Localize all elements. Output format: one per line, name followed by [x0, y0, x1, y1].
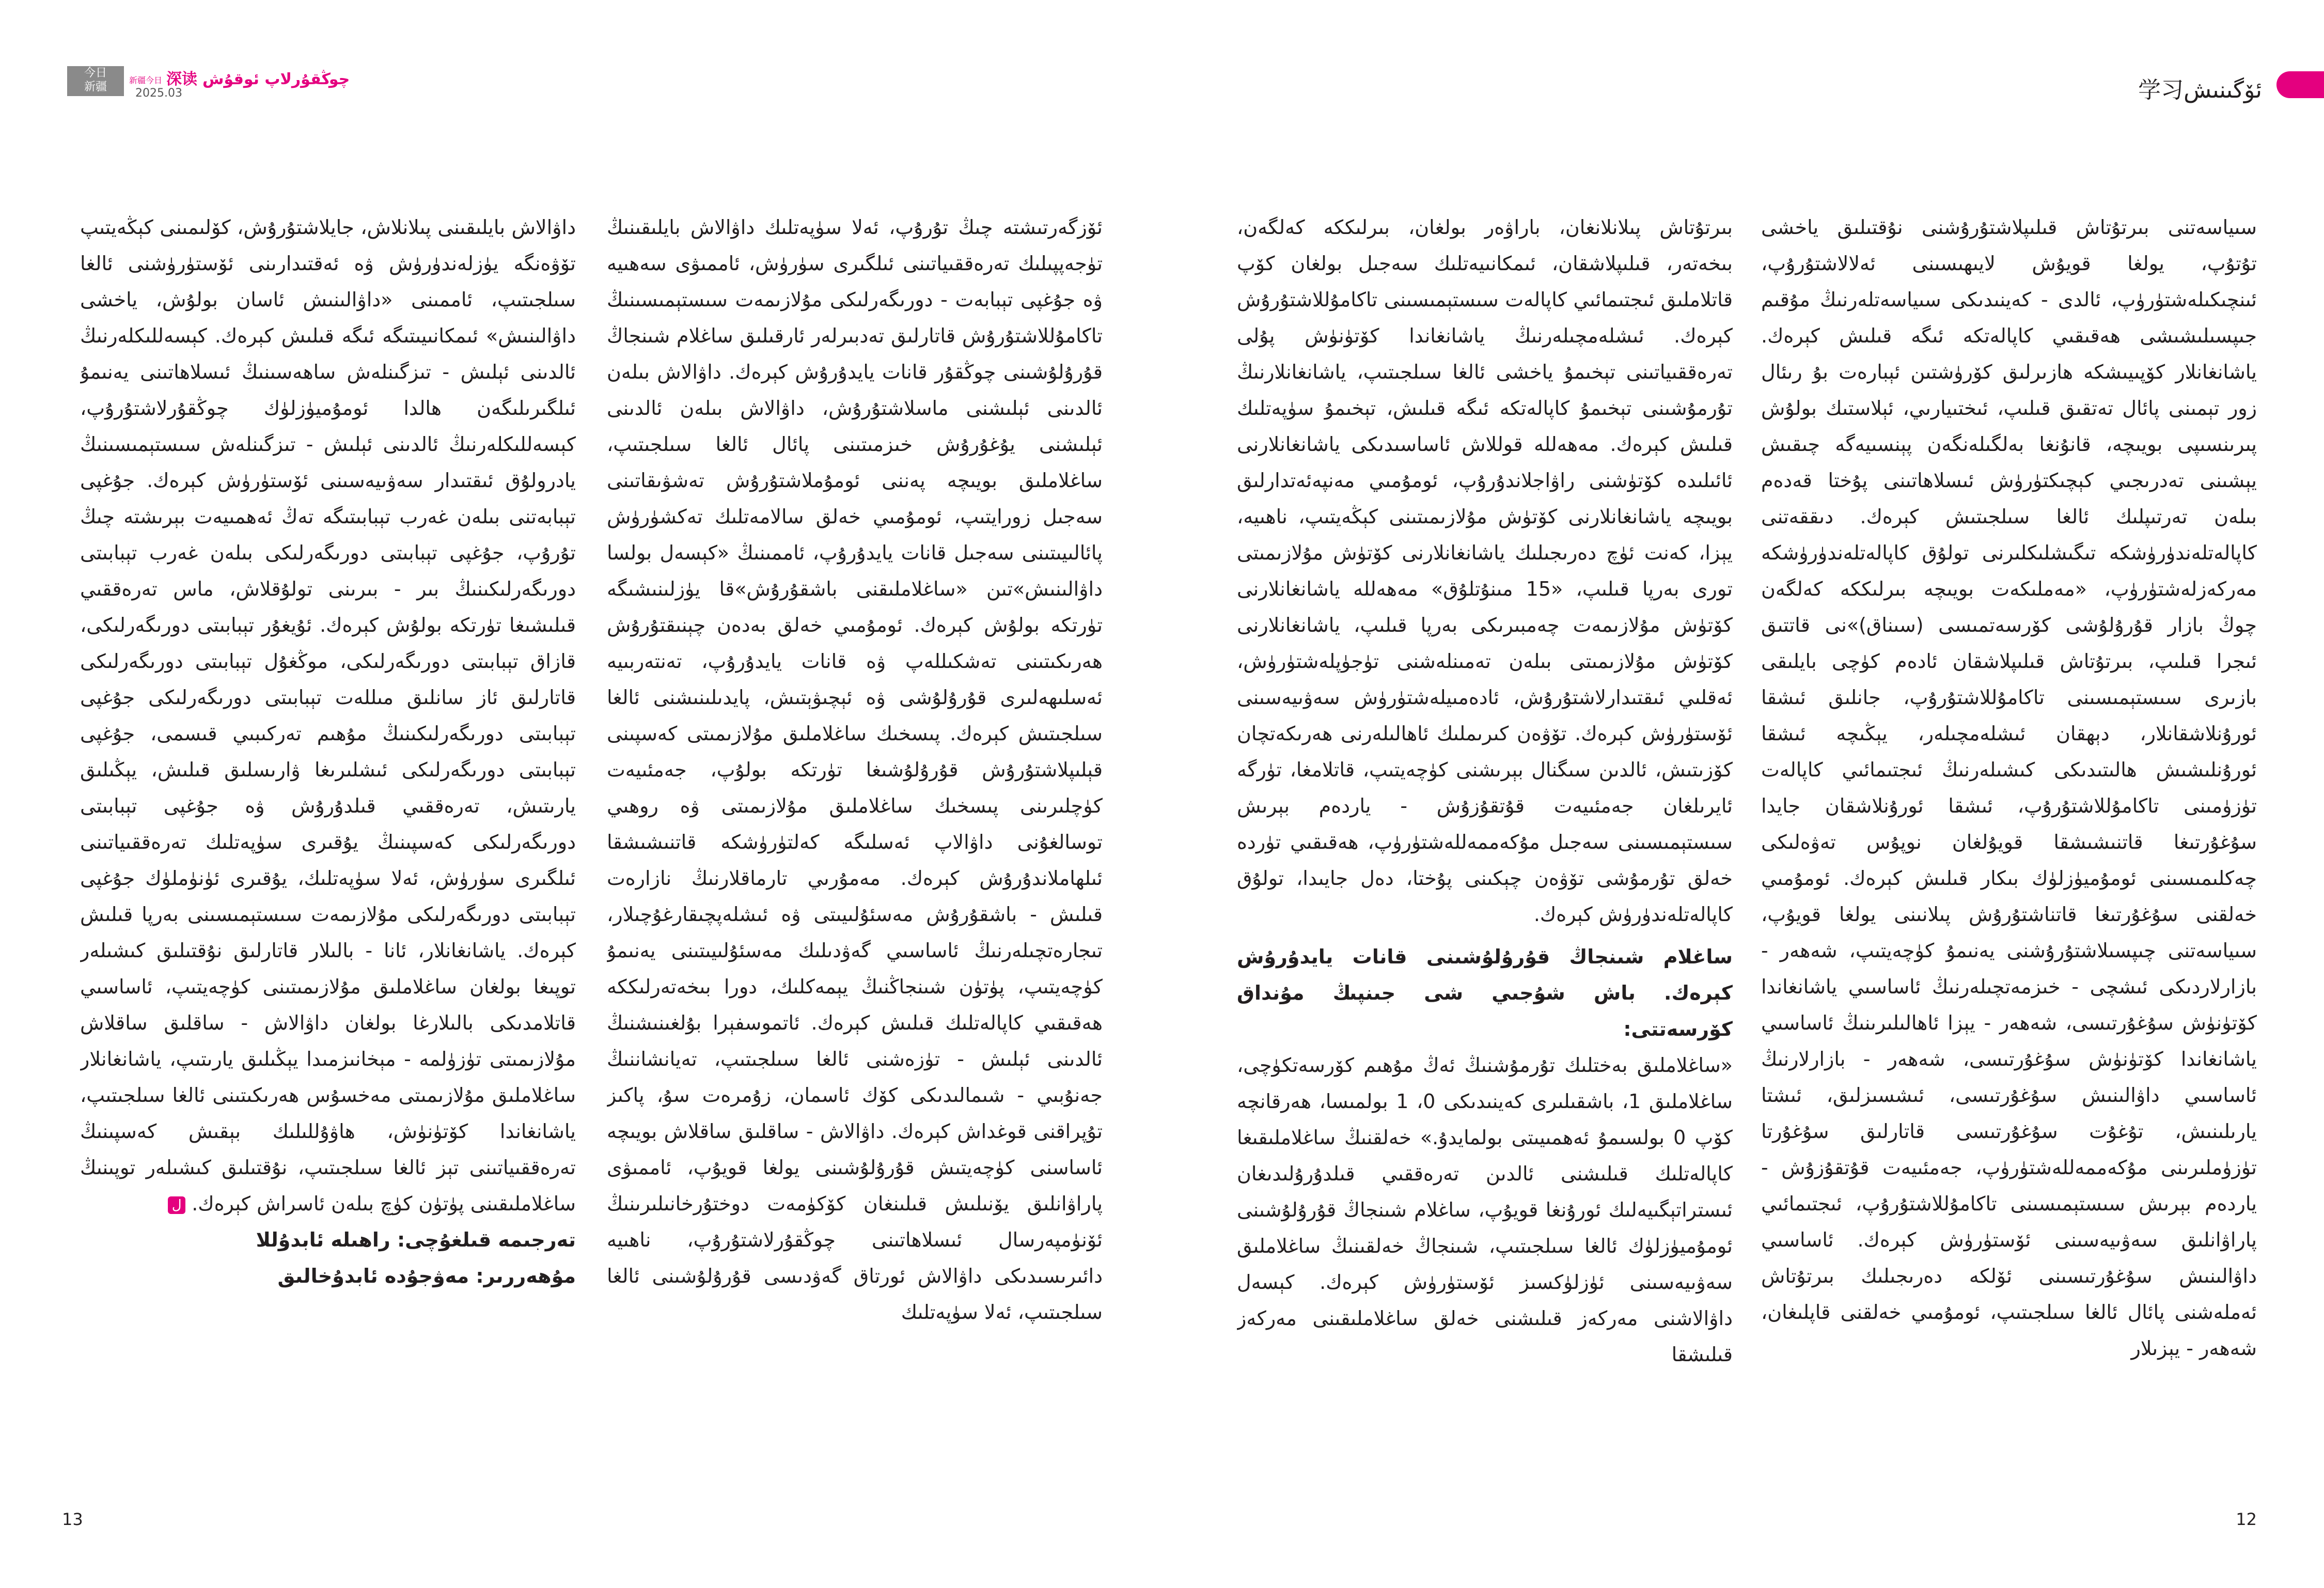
paragraph: «ساغلاملىق بەختلىك تۇرمۇشنىڭ ئەڭ مۇھىم كۆرسەتكۈچى، ساغلاملىق 1، باشقىلىرى كەينىدىكى 0، 1 بولمىسا، ھەرقانچە كۆپ 0 بولسىمۇ ئەھمىيىتى بولمايدۇ.» خەلقنىڭ ساغلاملىقىغا كاپالەتلىك قىلىشنى ئالدىن تەرەققىي قىلدۇرۇلىدىغان ئىستراتېگىيەلىك ئورۇنغا قويۇپ، ساغلام شىنجاڭ قۇرۇلۇشىنى ئومۇميۈزلۈك ئالغا سىلجىتىپ، شىنجاڭ خەلقىنىڭ ساغلاملىق سەۋىيەسىنى ئۈزلۈكسىز ئۆستۈرۈش كېرەك. كېسەل داۋالاشنى مەركەز قىلىشنى خەلق ساغلاملىقىنى مەركەز قىلىشقا: [1237, 1054, 1733, 1366]
pink-tab: [2276, 71, 2324, 98]
magazine-logo: [67, 66, 124, 96]
translator-credit: تەرجىمە قىلغۇچى: راھىلە ئابدۇللا: [256, 1228, 576, 1251]
paragraph: بىرتۇتاش پىلانلانغان، باراۋەر بولغان، بىرلىككە كەلگەن، بىخەتەر، قىلىپلاشقان، ئىمكانىيەتلىك سەجىل بولغان كۆپ قاتلاملىق ئىجتىمائىي كاپالەت سىستېمىسىنى تاكامۇللاشتۇرۇش كېرەك. ئىشلەمچىلەرنىڭ ياشانغاندا كۆتۈنۈش پۇلى تەرەققىياتىنى تېخىمۇ ياخشى ئالغا سىلجىتىپ، ياشانغانلارنىڭ تۇرمۇشىنى تېخىمۇ كاپالەتكە ئىگە قىلىش، تېخىمۇ سۈپەتلىك قىلىش كېرەك. مەھەللە قوللاش ئاساسىدىكى ياشانغانلارنى ئائىلىدە كۆتۈشنى راۋاجلاندۇرۇپ، ئومۇمىي مەنپەئەتدارلىق بويىچە ياشانغانلارنى كۆتۈش مۇلازىمىتىنى كېڭەيتىپ، ناھىيە، يېزا، كەنت ئۈچ دەرىجىلىك ياشانغانلارنى كۆتۈش مۇلازىمىتى تورى بەرپا قىلىپ، «15 مىنۇتلۇق» مەھەللە ياشانغانلارنى كۆتۈش مۇلازىمەت چەمبىرىكى بەرپا قىلىپ، ياشانغانلارنى كۆتۈش مۇلازىمىتى بىلەن تەمىنلەشنى تۈجۈپلەشتۈرۈش، ئەقلىي ئىقتىدارلاشتۇرۇش، ئادەمىيلەشتۈرۈش سەۋىيەسىنى ئۆستۈرۈش كېرەك. تۆۋەن كىرىملىك ئاھالىلەرنى ھەرىكەتچان كۆزىتىش، ئالدىن سىگنال بېرىشنى كۈچەيتىپ، قاتلامغا، تۈرگە ئايرىلغان جەمئىيەت قۇتقۇزۇش - ياردەم بېرىش سىستېمىسىنى سەجىل مۇكەممەللەشتۈرۈپ، ھەقىقىي تۈرده خەلق تۇرمۇشى تۆۋەن چېكىنى پۇختا، دەل جايىدا، تولۇق كاپالەتلەندۈرۈش كېرەك.: [1237, 216, 1733, 926]
section-label: [129, 66, 350, 89]
editor-credit: مۇھەررىر: مەۋجۇدە ئابدۇخالىق: [277, 1265, 576, 1287]
subheading-text: ساغلام شىنجاڭ قۇرۇلۇشىنى قانات يايدۇرۇش: [1237, 945, 1733, 968]
page-number-right: 12: [2236, 1509, 2257, 1529]
section-label-ug: چوڭقۇرلاپ ئوقۇش: [202, 70, 350, 88]
column-title-zh: 学习: [2138, 77, 2184, 103]
column-title-ug: ئۆگىنىش: [2184, 77, 2262, 103]
paragraph: [80, 209, 576, 1222]
logo-line2: 新疆: [84, 81, 107, 94]
issue-date: 2025.03: [135, 87, 182, 100]
end-mark-icon: ل: [168, 1196, 185, 1214]
text-column-2: [1237, 209, 1733, 1506]
paragraph: ئۆزگەرتىشتە چىڭ تۇرۇپ، ئەلا سۈپەتلىك داۋالاش بايلىقىنىڭ تۈجەپپىلىك تەرەققىياتىنى ئىلگىرى سۈرۈش، ئاممىۋى سەھىيە ۋە جۇغپى تېبابەت - دورىگەرلىكى مۇلازىمەت سىستېمىسىنىڭ تاكامۇللاشتۇرۇش قاتارلىق تەدبىرلەر ئارقىلىق ساغلام شىنجاڭ قۇرۇلۇشىنى چوڭقۇر قانات يايدۇرۇش كېرەك. داۋالاش بىلەن ئالدىنى ئېلىشنى ماسلاشتۇرۇش، داۋالاش بىلەن ئالدىنى ئېلىشنى يۇغۇرۇش خىزمىتىنى پائال ئالغا سىلجىتىپ، ساغلاملىق بويىچە پەننى ئومۇملاشتۇرۇش تەشۋىقاتىنى سەجىل زورايتىپ، ئومۇمىي خەلق سالامەتلىك تەكشۈرۈش پائالىيىتىنى سەجىل قانات يايدۇرۇپ، ئاممىنىڭ «كېسەل بولسا داۋالىنىش»تىن «ساغلاملىقنى باشقۇرۇش»قا يۈزلىنىشىگە تۈرتكە بولۇش كېرەك. ئومۇمىي خەلق بەدەن چېنىقتۇرۇش ھەرىكىتىنى تەشكىللەپ ۋە قانات يايدۇرۇپ، تەنتەربىيە ئەسلىھەلىرى قۇرۇلۇشى ۋە ئېچىۋېتىش، پايدىلىنىشنى ئالغا سىلجىتىش كېرەك. پىسخىك ساغلاملىق مۇلازىمىتى كەسپىنى قېلىپلاشتۇرۇش قۇرۇلۇشىغا تۈرتكە بولۇپ، جەمئىيەت كۈچلىرىنى پىسخىك ساغلاملىق مۇلازىمىتى ۋە روھىي توسالغۇنى داۋالاپ ئەسلىگە كەلتۈرۈشكە قاتنىشىشقا ئىلھاملاندۇرۇش كېرەك. مەمۇرىي تارماقلارنىڭ نازارەت قىلىش - باشقۇرۇش مەسئۇلىيىتى ۋە ئىشلەپچىقارغۇچىلار، تىجارەتچىلەرنىڭ ئاساسىي گەۋدىلىك مەسئۇلىيىتىنى يەنىمۇ كۈچەيتىپ، پۈتۈن شىنجاڭنىڭ يېمەكلىك، دورا بىخەتەرلىككە ھەقىقىي كاپالەتلىك قىلىش كېرەك. ئاتموسفېرا بۇلغىنىشنىڭ ئالدىنى ئېلىش - تۈزەشنى ئالغا سىلجىتىپ، تەيانشاننىڭ جەنۇبىي - شىمالىدىكى كۆك ئاسمان، زۇمرەت سۇ، پاكىز تۇپراقنى قوغداش كېرەك. داۋالاش - ساقلىق ساقلاش بويىچە ئاساسنى كۈچەيتىش قۇرۇلۇشىنى يولغا قويۇپ، ئاممىۋى پاراۋانلىق يۆنىلىش قىلىنغان كۆكۈمەت دوختۇرخانىلىرىنىڭ ئۆنۈمپەرسال ئىسلاھاتىنى چوڭقۇرلاشتۇرۇپ، ناھىيە دائىرىسىدىكى داۋالاش ئورتاق گەۋدىسى قۇرۇلۇشىنى ئالغا سىلجىتىپ، ئەلا سۈپەتلىك: [607, 216, 1103, 1324]
header-right: [1962, 66, 2324, 107]
section-label-zh: 深读: [166, 70, 198, 88]
column-title: [2128, 71, 2262, 104]
subheading: [1237, 939, 1733, 1047]
paragraph: سىياسەتنى بىرتۇتاش قىلىپلاشتۇرۇشنى نۇقتىلىق ياخشى تۇتۇپ، يولغا قويۇش لايىھىسىنى ئەلالاشتۇرۇپ، ئىنچىكىلەشتۈرۈپ، ئالدى - كەينىدىكى سىياسەتلەرنىڭ مۇقىم جىپسىلىشىشى ھەقىقىي كاپالەتكە ئىگە قىلىش كېرەك. ياشانغانلار كۆپىيىشكە ھازىرلىق كۆرۈشتىن ئېبارەت بۇ رىئال زور تېمىنى پائال تەتقىق قىلىپ، ئىختىيارىي، ئېلاستىك بولۇش پىرىنسىپى بويىچە، قانۇنغا بەلگىلەنگەن پېنسىيەگە چىقىش يېشىنى تەدرىجىي كېچىكتۈرۈش ئىسلاھاتىنى پۇختا قەدەم بىلەن تەرتىپلىك ئالغا سىلجىتىش كېرەك. دىققەتنى كاپالەتلەندۈرۈشكە تىگىشلىكلىرنى تولۇق كاپالەتلەندۈرۈشكە مەركەزلەشتۈرۈپ، «مەملىكەت بويىچە بىرلىككە كەلگەن چوڭ بازار قۇرۇلۇشى كۆرسەتمىسى (سىناق)»نى قاتتىق ئىجرا قىلىپ، بىرتۇتاش قىلىپلاشقان ئادەم كۈچى بايلىقى بازىرى سىستېمىسىنى تاكامۇللاشتۇرۇپ، جانلىق ئىشقا ئورۇنلاشقانلار، دېھقان ئىشلەمچىلەر، يېڭىچە ئىشقا ئورۇنلىشىش ھالىتىدىكى كىشىلەرنىڭ ئىجتىمائىي كاپالەت تۈزۈمىنى تاكامۇللاشتۇرۇپ، ئىشقا ئورۇنلاشقان جايدا سۇغۇرتىغا قاتنىشىشقا قويۇلغان نوپۇس تەۋەلىكى چەكلىمىسىنى ئومۇميۈزلۈك بىكار قىلىش كېرەك. ئومۇمىي خەلقنى سۇغۇرتىغا قاتناشتۇرۇش پىلانىنى يولغا قويۇپ، سىياسەتنى چىپسىلاشتۇرۇشنى يەنىمۇ كۈچەيتىپ، شەھەر - بازارلاردىكى ئىشچى - خىزمەتچىلەرنىڭ ئاساسىي ياشانغاندا كۆتۈنۈش سۇغۇرتىسى، شەھەر - يېزا ئاھالىلىرىنىڭ ئاساسىي ياشانغاندا كۆتۈنۈش سۇغۇرتىسى، شەھەر - بازارلارنىڭ ئاساسىي داۋالىنىش سۇغۇرتىسى، ئىشسىزلىق، ئىشتا يارىلىنىش، تۇغۇت سۇغۇرتىسى قاتارلىق سۇغۇرتا تۈزۈملىرىنى مۇكەممەللەشتۈرۈپ، جەمئىيەت قۇتقۇزۇش - ياردەم بېرىش سىستېمىسىنى تاكامۇللاشتۇرۇپ، ئىجتىمائىي پاراۋانلىق سەۋىيەسىنى ئۆستۈرۈش كېرەك. ئاساسىي داۋالىنىش سۇغۇرتىسىنى ئۆلكە دەرىجىلىك بىرتۇتاش ئەملەشنى پائال ئالغا سىلجىتىپ، ئومۇمىي خەلقنى قاپلىغان، شەھەر - يېزىلار: [1761, 216, 2257, 1360]
page-number-left: 13: [62, 1509, 83, 1529]
subheading-tail: كېرەك. باش شۇجىي شى جىنپىڭ مۇنداق كۆرسەتتى:: [1237, 982, 1733, 1040]
paragraph-text: داۋالاش بايلىقىنى پىلانلاش، جايلاشتۇرۇش، كۆلىمىنى كېڭەيتىپ تۆۋەنگە يۈزلەندۈرۈش ۋە ئەقتىدارىنى ئۆستۈرۈشنى ئالغا سىلجىتىپ، ئاممىنى «داۋالىنىش ئاسان بولۇش، ياخشى داۋالىنىش» ئىمكانىيىتىگە ئىگە قىلىش كېرەك. كېسەللىكلەرنىڭ ئالدىنى ئېلىش - تىزگىنلەش ساھەسىنىڭ ئىسلاھاتىنى يەنىمۇ ئىلگىرىلىگەن ھالدا ئومۇميۈزلۈك چوڭقۇرلاشتۇرۇپ، كېسەللىكلەرنىڭ ئالدىنى ئېلىش - تىزگىنلەش سىستېمىسىنىڭ يادرولۇق ئىقتىدار سەۋىيەسىنى ئۆستۈرۈش كېرەك. جۇغپى تېبابەتنى بىلەن غەرب تېبابىتىگە تەڭ ئەھمىيەت بېرىشتە چىڭ تۇرۇپ، جۇغپى تېبابىتى دورىگەرلىكى بىلەن غەرب تېبابىتى دورىگەرلىكىنىڭ بىر - بىرىنى تولۇقلاش، ماس تەرەققىي قىلىشىغا تۈرتكە بولۇش كېرەك. ئۇيغۇر تېبابىتى دورىگەرلىكى، قازاق تېبابىتى دورىگەرلىكى، موڭغۇل تېبابىتى دورىگەرلىكى قاتارلىق ئاز سانلىق مىللەت تېبابىتى دورىگەرلىكى جۇغپى تېبابىتى دورىگەرلىكىنىڭ مۇھىم تەركىبىي قىسمى، جۇغپى تېبابىتى دورىگەرلىكى ئىشلىرىغا ۋارىسلىق قىلىش، يېڭىلىق يارىتىش، تەرەققىي قىلدۇرۇش ۋە جۇغپى تېبابىتى دورىگەرلىكى كەسپىنىڭ يۇقىرى سۈپەتلىك تەرەققىياتىنى ئىلگىرى سۈرۈش، ئەلا سۈپەتلىك، يۇقىرى ئۈنۈملۈك جۇغپى تېبابىتى دورىگەرلىكى مۇلازىمەت سىستېمىسىنى بەرپا قىلىش كېرەك. ياشانغانلار، ئانا - بالىلار قاتارلىق نۇقتىلىق كىشىلەر توپىغا بولغان ساغلاملىق مۇلازىمىتىنى كۈچەيتىپ، ئاساسىي قاتلامدىكى بالىلارغا بولغان داۋالاش - ساقلىق ساقلاش مۇلازىمىتى تۈزۈلمە - مېخانىزمىدا يېڭىلىق يارىتىپ، ياشانغانلار ساغلاملىق مۇلازىمىتى مەخسۇس ھەرىكىتىنى ئالغا سىلجىتىپ، ياشانغاندا كۆتۈنۈش، ھاۋۇللىلىك بېقىش كەسپىنىڭ تەرەققىياتىنى تېز ئالغا سىلجىتىپ، نۇقتىلىق كىشىلەر توپىنىڭ ساغلاملىقىنى پۈتۈن كۈچ بىلەن ئاسراش كېرەك.: [80, 216, 576, 1215]
text-column-3: [607, 209, 1103, 1506]
text-column-4: [80, 209, 576, 1506]
text-column-1: [1761, 209, 2257, 1506]
logo-line1: 今日: [84, 67, 107, 80]
section-label-small: 新疆今日: [129, 75, 163, 85]
